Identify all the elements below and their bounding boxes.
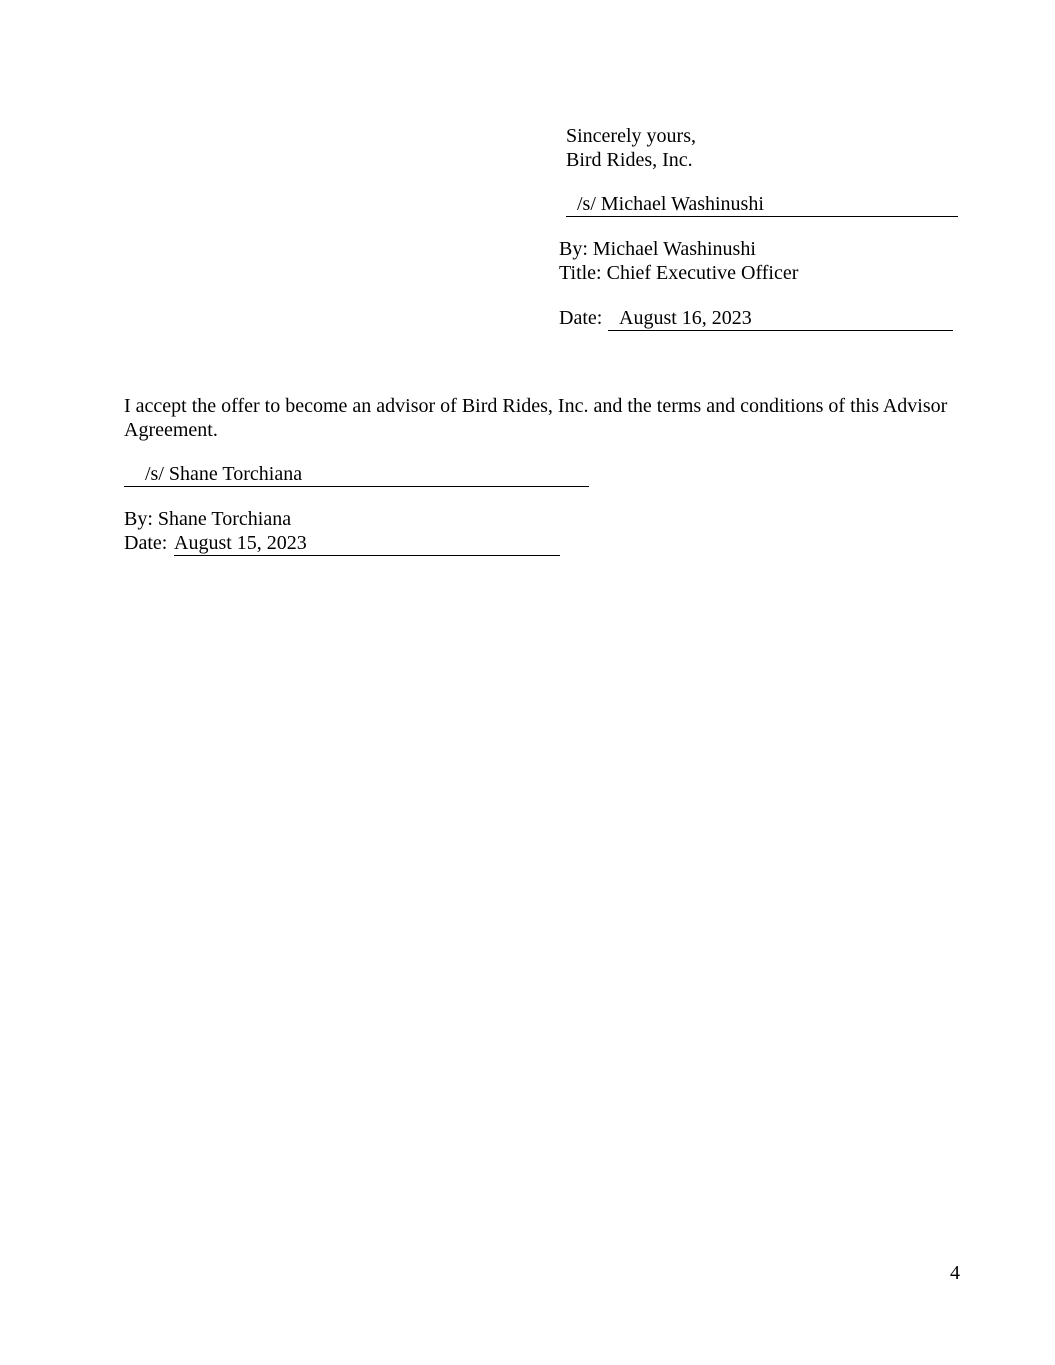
advisor-date-value: August 15, 2023 xyxy=(174,532,307,554)
closing-text: Sincerely yours, xyxy=(566,125,696,147)
company-name: Bird Rides, Inc. xyxy=(566,149,693,171)
company-signer-by: By: Michael Washinushi xyxy=(559,238,756,260)
advisor-signature: /s/ Shane Torchiana xyxy=(145,463,303,485)
company-date-label: Date: xyxy=(559,307,603,329)
company-date-line xyxy=(608,306,953,331)
acceptance-statement: I accept the offer to become an advisor of Bird Rides, Inc. and the terms and conditions of this Advisor Agreement. xyxy=(124,395,948,441)
advisor-date-line xyxy=(174,531,560,556)
page-number: 4 xyxy=(950,1262,960,1284)
advisor-signature-line xyxy=(124,462,589,487)
advisor-by: By: Shane Torchiana xyxy=(124,508,292,530)
company-signature: /s/ Michael Washinushi xyxy=(577,193,764,215)
company-date-value: August 16, 2023 xyxy=(619,307,752,329)
company-signature-line xyxy=(566,192,958,217)
advisor-date-label: Date: xyxy=(124,532,168,554)
company-signer-title: Title: Chief Executive Officer xyxy=(559,262,799,284)
